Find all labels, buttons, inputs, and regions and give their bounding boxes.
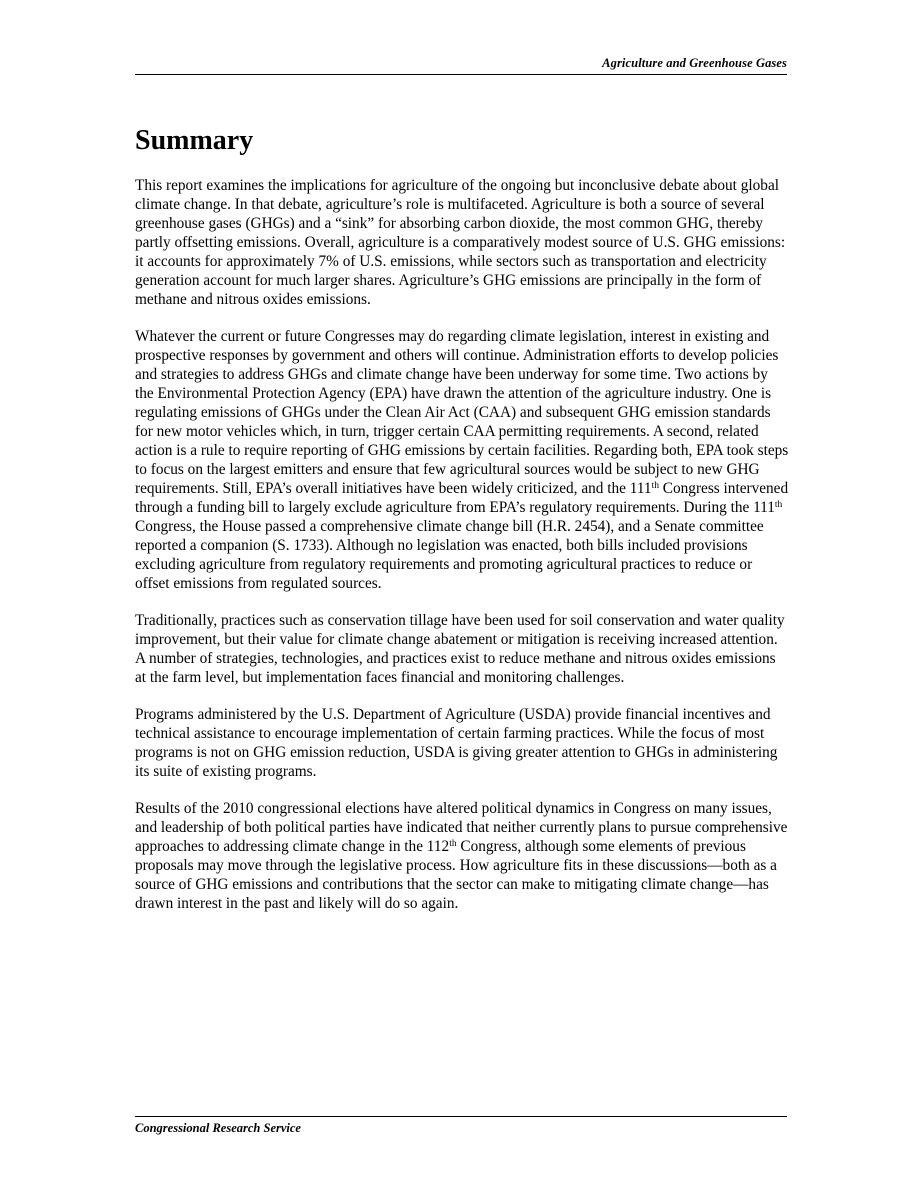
paragraph-1: This report examines the implications for agriculture of the ongoing but inconclusive debate about global climate change. In that debate, agriculture’s role is multifaceted. Agriculture is both a source of several greenhouse gases (GHGs) and a “sink” for absorbing carbon dioxide, the most common GHG, thereby partly offsetting emissions. Overall, agriculture is a comparatively modest source of U.S. GHG emissions: it accounts for approximately 7% of U.S. emissions, while sectors such as transportation and electricity generation account for much larger shares. Agriculture’s GHG emissions are principally in the form of methane and nitrous oxides emissions.	[135, 177, 786, 308]
ordinal-superscript: th	[449, 839, 457, 849]
footer-rule	[135, 1116, 787, 1117]
paragraph-4: Programs administered by the U.S. Department of Agriculture (USDA) provide financial incentives and technical assistance to encourage implementation of certain farming practices. While the focus of most programs is not on GHG emission reduction, USDA is giving greater attention to GHGs in administering its suite of existing programs.	[135, 706, 778, 780]
paragraph-5-text: Results of the 2010 congressional elections have altered political dynamics in Congress on many issues, and leadership of both political parties have indicated that neither currently plans to pursue comprehensive approaches to addressing climate change in the 112	[135, 800, 788, 855]
paragraph-2	[135, 327, 790, 593]
running-footer: Congressional Research Service	[135, 1121, 301, 1135]
paragraph-2-text: Whatever the current or future Congresses may do regarding climate legislation, interest in existing and prospective responses by government and others will continue. Administration efforts to develop policies and strategies to address GHGs and climate change have been underway for some time. Two actions by the Environmental Protection Agency (EPA) have drawn the attention of the agriculture industry. One is regulating emissions of GHGs under the Clean Air Act (CAA) and subsequent GHG emission standards for new motor vehicles which, in turn, trigger certain CAA permitting requirements. A second, related action is a rule to require reporting of GHG emissions by certain facilities. Regarding both, EPA took steps to focus on the largest emitters and ensure that few agricultural sources would be subject to new GHG requirements. Still, EPA’s overall initiatives have been widely criticized, and the 111	[135, 328, 789, 497]
paragraph-2-text: Congress, the House passed a comprehensive climate change bill (H.R. 2454), and a Senate committee reported a companion (S. 1733). Although no legislation was enacted, both bills included provisions excluding agriculture from regulatory requirements and promoting agricultural practices to reduce or offset emissions from regulated sources.	[135, 518, 764, 592]
paragraph-3: Traditionally, practices such as conservation tillage have been used for soil conservation and water quality improvement, but their value for climate change abatement or mitigation is receiving increased attention. A number of strategies, technologies, and practices exist to reduce methane and nitrous oxides emissions at the farm level, but implementation faces financial and monitoring challenges.	[135, 612, 785, 686]
paragraph-2-text: Congress intervened through a funding bill to largely exclude agriculture from EPA’s regulatory requirements. During the 111	[135, 480, 789, 516]
running-header: Agriculture and Greenhouse Gases	[602, 56, 787, 70]
paragraph-5	[135, 799, 790, 913]
summary-body	[135, 176, 790, 931]
ordinal-superscript: th	[774, 500, 783, 510]
paragraph-5-text: Congress, although some elements of previous proposals may move through the legislative process. How agriculture fits in these discussions—both as a source of GHG emissions and contributions that the sector can make to mitigating climate change—has drawn interest in the past and likely will do so again.	[135, 838, 777, 912]
page-title: Summary	[135, 125, 254, 156]
ordinal-superscript: th	[651, 481, 659, 491]
header-rule	[135, 74, 787, 75]
